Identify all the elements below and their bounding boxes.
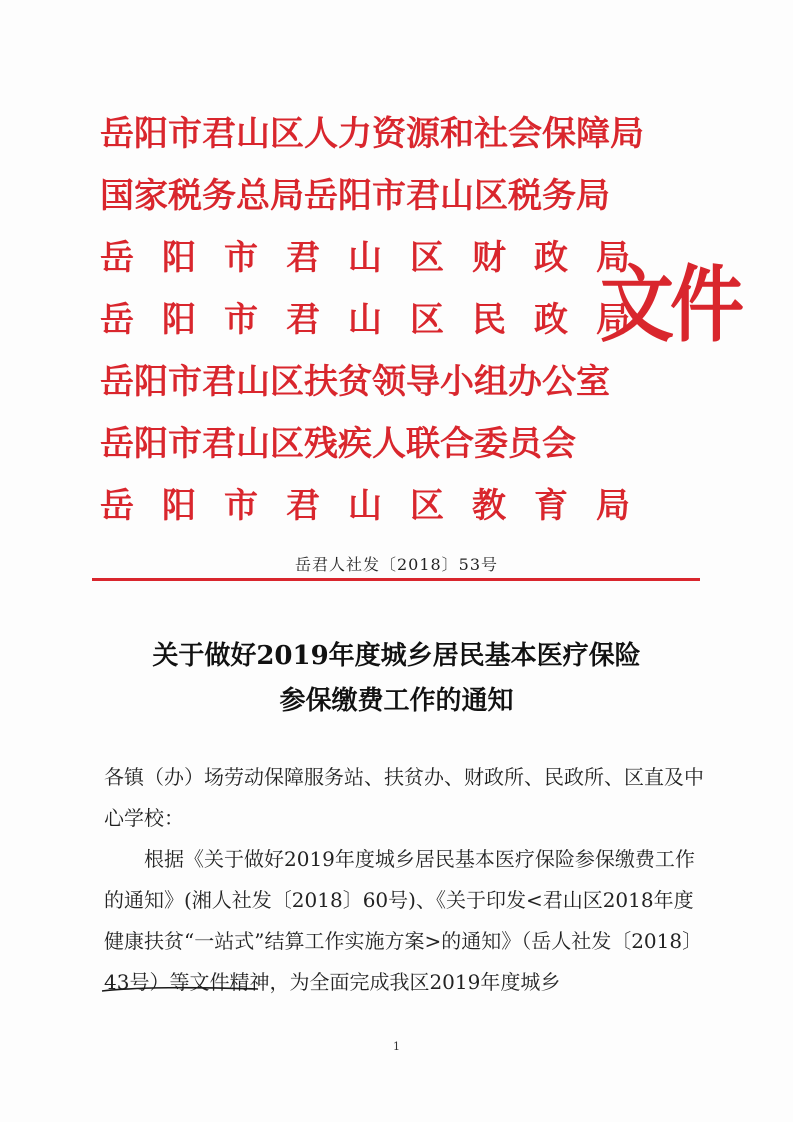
agency-education: 岳阳市君山区教育局 bbox=[100, 486, 658, 526]
page-number: 1 bbox=[393, 1040, 400, 1053]
red-divider bbox=[92, 578, 700, 581]
agency-tax: 国家税务总局岳阳市君山区税务局 bbox=[100, 176, 610, 216]
agency-finance: 岳阳市君山区财政局 bbox=[100, 238, 658, 278]
agency-poverty-office: 岳阳市君山区扶贫领导小组办公室 bbox=[100, 362, 610, 402]
document-mark: 文件 bbox=[600, 257, 740, 354]
agency-hrss: 岳阳市君山区人力资源和社会保障局 bbox=[100, 114, 644, 154]
agency-civil-affairs: 岳阳市君山区民政局 bbox=[100, 300, 658, 340]
document-title-line-2: 参保缴费工作的通知 bbox=[279, 686, 514, 716]
addressee: 各镇（办）场劳动保障服务站、扶贫办、财政所、民政所、区直及中心学校： bbox=[104, 765, 704, 830]
document-number: 岳君人社发〔2018〕53号 bbox=[294, 555, 499, 574]
handwritten-underline bbox=[100, 985, 260, 995]
issuing-agencies bbox=[100, 103, 658, 537]
agency-disabled-federation: 岳阳市君山区残疾人联合委员会 bbox=[100, 424, 576, 464]
document-title-line-1: 关于做好2019年度城乡居民基本医疗保险 bbox=[152, 641, 641, 671]
body-paragraph: 根据《关于做好2019年度城乡居民基本医疗保险参保缴费工作的通知》(湘人社发〔2018〕60号)、《关于印发<君山区2018年度健康扶贫“一站式”结算工作实施方案>的通知》（岳人社发〔2018〕43号）等文件精神，为全面完成我区2019年度城乡 bbox=[104, 847, 703, 994]
